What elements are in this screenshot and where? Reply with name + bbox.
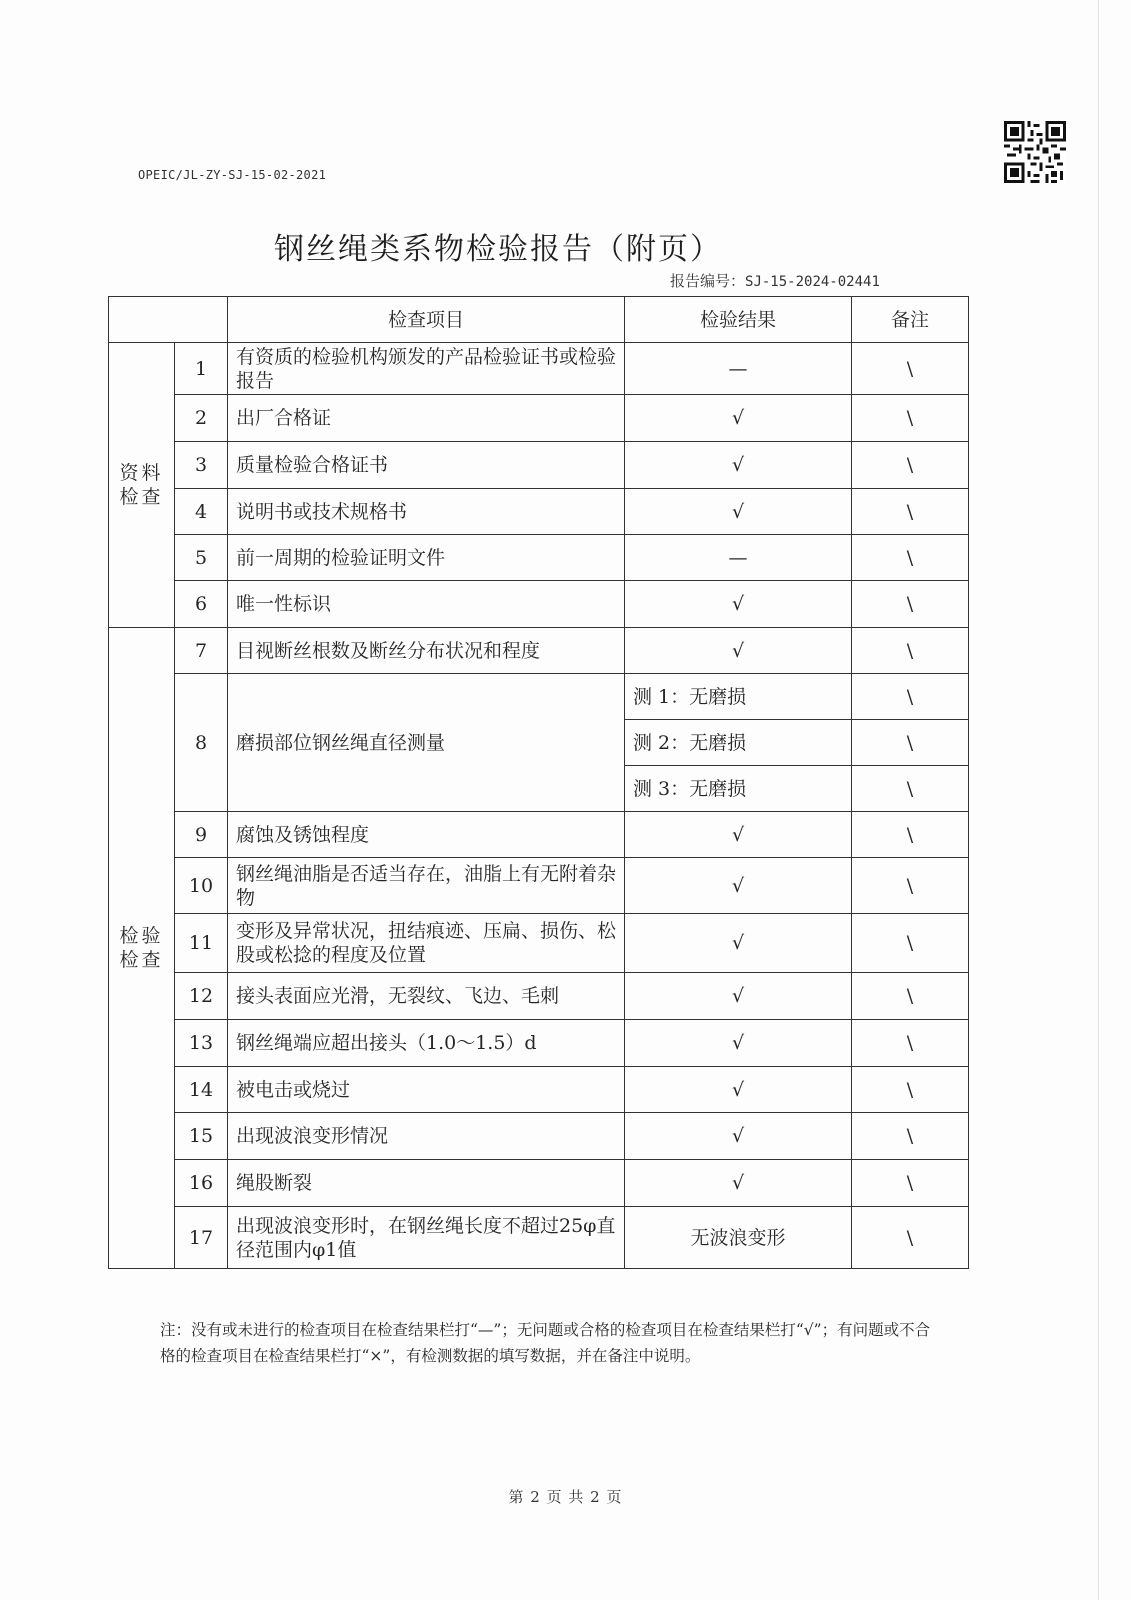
row-result: √ (625, 1113, 852, 1160)
row-item: 质量检验合格证书 (228, 442, 625, 489)
row-remark: \ (852, 1113, 969, 1160)
table-row (109, 1113, 969, 1160)
row-item: 变形及异常状况，扭结痕迹、压扁、损伤、松股或松捻的程度及位置 (228, 914, 625, 973)
row-remark: \ (852, 343, 969, 395)
row-result: √ (625, 812, 852, 858)
row-number: 10 (175, 858, 228, 914)
row-item: 被电击或烧过 (228, 1067, 625, 1113)
row-remark: \ (852, 581, 969, 628)
document-code: OPEIC/JL-ZY-SJ-15-02-2021 (138, 168, 327, 182)
row-item: 目视断丝根数及断丝分布状况和程度 (228, 628, 625, 674)
header-result: 检验结果 (625, 297, 852, 343)
row-item: 磨损部位钢丝绳直径测量 (228, 674, 625, 812)
row-number: 15 (175, 1113, 228, 1160)
row-number: 4 (175, 489, 228, 535)
row-item: 钢丝绳端应超出接头（1.0～1.5）d (228, 1020, 625, 1067)
table-row (109, 442, 969, 489)
row-remark: \ (852, 395, 969, 442)
table-row (109, 343, 969, 395)
row-item: 前一周期的检验证明文件 (228, 535, 625, 581)
table-row (109, 914, 969, 973)
row-result: √ (625, 395, 852, 442)
qr-code-icon (1004, 121, 1066, 183)
row-remark: \ (852, 766, 969, 812)
table-row (109, 628, 969, 674)
row-item: 出厂合格证 (228, 395, 625, 442)
row-number: 7 (175, 628, 228, 674)
table-row (109, 1020, 969, 1067)
header-remark: 备注 (852, 297, 969, 343)
row-number: 11 (175, 914, 228, 973)
header-item: 检查项目 (228, 297, 625, 343)
table-row (109, 581, 969, 628)
row-remark: \ (852, 720, 969, 766)
row-remark: \ (852, 914, 969, 973)
footnote: 注：没有或未进行的检查项目在检查结果栏打“—”；无问题或合格的检查项目在检查结果栏打“√”；有问题或不合格的检查项目在检查结果栏打“×”，有检测数据的填写数据，并在备注中说明。 (160, 1321, 931, 1365)
page-number: 第 2 页 共 2 页 (508, 1488, 623, 1506)
row-number: 12 (175, 973, 228, 1020)
table-header-row (109, 297, 969, 343)
row-result: √ (625, 489, 852, 535)
table-row (109, 535, 969, 581)
group-docs: 资料检查 (109, 343, 175, 628)
row-result: √ (625, 442, 852, 489)
row-number: 17 (175, 1207, 228, 1269)
header-blank-cell (109, 297, 228, 343)
row-item: 说明书或技术规格书 (228, 489, 625, 535)
row-result: — (625, 535, 852, 581)
row-number: 2 (175, 395, 228, 442)
row-remark: \ (852, 628, 969, 674)
measurement-result: 测 1：无磨损 (625, 674, 852, 720)
row-number: 1 (175, 343, 228, 395)
row-number: 3 (175, 442, 228, 489)
row-remark: \ (852, 1160, 969, 1207)
row-result: — (625, 343, 852, 395)
measurement-result: 测 2：无磨损 (625, 720, 852, 766)
row-result: √ (625, 914, 852, 973)
row-result: √ (625, 973, 852, 1020)
row-result: √ (625, 628, 852, 674)
table-row (109, 1207, 969, 1269)
row-number: 9 (175, 812, 228, 858)
measurement-result: 测 3：无磨损 (625, 766, 852, 812)
row-item: 出现波浪变形情况 (228, 1113, 625, 1160)
row-item: 有资质的检验机构颁发的产品检验证书或检验报告 (228, 343, 625, 395)
row-number: 16 (175, 1160, 228, 1207)
row-result: √ (625, 1020, 852, 1067)
row-item: 唯一性标识 (228, 581, 625, 628)
row-number: 8 (175, 674, 228, 812)
row-remark: \ (852, 858, 969, 914)
row-item: 钢丝绳油脂是否适当存在，油脂上有无附着杂物 (228, 858, 625, 914)
row-remark: \ (852, 442, 969, 489)
table-row (109, 395, 969, 442)
row-result: √ (625, 1067, 852, 1113)
table-row (109, 858, 969, 914)
page-title: 钢丝绳类系物检验报告（附页） (274, 232, 722, 267)
row-number: 6 (175, 581, 228, 628)
table-row (109, 1160, 969, 1207)
row-result: √ (625, 581, 852, 628)
row-number: 13 (175, 1020, 228, 1067)
row-remark: \ (852, 1067, 969, 1113)
table-row (109, 489, 969, 535)
row-remark: \ (852, 489, 969, 535)
row-remark: \ (852, 1020, 969, 1067)
table-row (109, 674, 969, 720)
row-remark: \ (852, 812, 969, 858)
row-number: 14 (175, 1067, 228, 1113)
scan-edge-line (1098, 0, 1099, 1600)
report-number-value: SJ-15-2024-02441 (745, 274, 880, 290)
row-item: 接头表面应光滑，无裂纹、飞边、毛刺 (228, 973, 625, 1020)
group-inspect: 检验检查 (109, 628, 175, 1269)
table-row (109, 973, 969, 1020)
row-result: √ (625, 1160, 852, 1207)
row-item: 出现波浪变形时，在钢丝绳长度不超过25φ直径范围内φ1值 (228, 1207, 625, 1269)
row-item: 绳股断裂 (228, 1160, 625, 1207)
inspection-table (108, 296, 969, 1269)
row-result: 无波浪变形 (625, 1207, 852, 1269)
row-number: 5 (175, 535, 228, 581)
row-remark: \ (852, 535, 969, 581)
report-number (670, 270, 880, 291)
table-row (109, 1067, 969, 1113)
row-remark: \ (852, 674, 969, 720)
report-number-label: 报告编号： (670, 272, 746, 290)
row-remark: \ (852, 973, 969, 1020)
row-item: 腐蚀及锈蚀程度 (228, 812, 625, 858)
table-row (109, 812, 969, 858)
row-remark: \ (852, 1207, 969, 1269)
row-result: √ (625, 858, 852, 914)
